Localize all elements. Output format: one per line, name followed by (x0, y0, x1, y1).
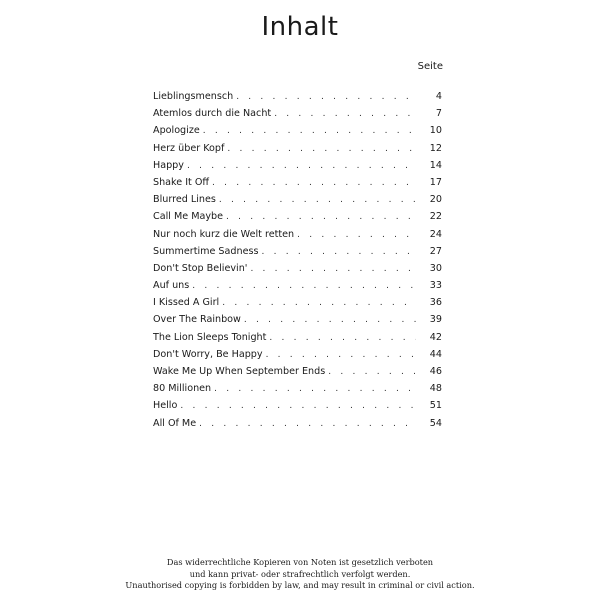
toc-row (153, 143, 442, 160)
toc-dot-leader (274, 109, 416, 119)
toc-entry-page: 30 (429, 262, 442, 274)
toc-entry-title: Call Me Maybe (153, 211, 224, 223)
toc-entry-page: 20 (429, 194, 442, 206)
toc-entry-title: Blurred Lines (153, 194, 216, 206)
toc-row (153, 125, 442, 142)
toc-dot-leader (199, 419, 416, 429)
toc-entry-page: 14 (429, 159, 442, 171)
toc-dot-leader (187, 161, 416, 171)
toc-entry-page: 39 (429, 314, 442, 326)
copyright-notice-line: Das widerrechtliche Kopieren von Noten ist gesetzlich verboten (166, 557, 434, 567)
toc-entry-title: I Kissed A Girl (153, 297, 220, 309)
toc-entry-title: Don't Stop Believin' (153, 262, 248, 274)
toc-row (153, 108, 442, 125)
toc-row (153, 91, 442, 108)
toc-row (153, 160, 442, 177)
toc-dot-leader (266, 350, 416, 360)
toc-dot-leader (219, 195, 416, 205)
toc-entry-title: Happy (153, 159, 184, 171)
toc-entry-page: 33 (429, 280, 442, 292)
toc-entry-title: Shake It Off (153, 176, 210, 188)
toc-entry-title: Apologize (153, 125, 200, 137)
toc-row (153, 280, 442, 297)
toc-entry-page: 27 (429, 245, 442, 257)
toc-dot-leader (226, 212, 416, 222)
toc-entry-page: 36 (429, 297, 442, 309)
copyright-notice-line: Unauthorised copying is forbidden by law, and may result in criminal or civil action. (125, 580, 475, 590)
toc-entry-title: Herz über Kopf (153, 142, 225, 154)
toc-entry-page: 7 (435, 108, 442, 120)
toc-entry-page: 24 (429, 228, 442, 240)
toc-row (153, 383, 442, 400)
page-column-label: Seite (417, 61, 443, 72)
toc-entry-title: Lieblingsmensch (153, 91, 234, 102)
toc-dot-leader (269, 333, 416, 343)
toc-row (153, 229, 442, 246)
toc-entry-title: Nur noch kurz die Welt retten (153, 228, 295, 240)
toc-row (153, 332, 442, 349)
toc-row (153, 177, 442, 194)
toc-row (153, 400, 442, 417)
toc-dot-leader (192, 281, 416, 291)
toc-dot-leader (236, 92, 416, 102)
toc-row (153, 314, 442, 331)
toc-entry-title: Atemlos durch die Nacht (153, 108, 272, 120)
toc-entry-title: 80 Millionen (153, 383, 212, 395)
toc-entry-page: 46 (429, 366, 442, 377)
toc-dot-leader (203, 126, 416, 136)
toc-dot-leader (250, 264, 416, 274)
toc-dot-leader (297, 230, 416, 240)
toc-entry-page: 44 (429, 348, 442, 360)
toc-dot-leader (222, 298, 416, 308)
toc-row (153, 246, 442, 263)
toc-entry-title: Wake Me Up When September Ends (153, 366, 326, 377)
toc-dot-leader (244, 315, 416, 325)
toc-dot-leader (328, 367, 416, 377)
toc-row (153, 366, 442, 383)
toc-entry-page: 48 (429, 383, 442, 395)
toc-entry-title: Over The Rainbow (153, 314, 241, 326)
toc-row (153, 297, 442, 314)
toc-entry-title: Hello (153, 400, 178, 412)
toc-entry-page: 10 (429, 125, 442, 137)
toc-dot-leader (180, 401, 416, 411)
toc-dot-leader (227, 144, 416, 154)
table-of-contents (153, 91, 442, 435)
toc-entry-page: 42 (429, 331, 442, 343)
toc-row (153, 211, 442, 228)
toc-dot-leader (214, 384, 416, 394)
toc-entry-page: 4 (435, 91, 442, 102)
toc-entry-title: All Of Me (153, 417, 197, 429)
toc-entry-title: Auf uns (153, 280, 190, 292)
toc-row (153, 349, 442, 366)
toc-entry-page: 17 (429, 176, 442, 188)
toc-row (153, 263, 442, 280)
toc-entry-page: 54 (429, 417, 442, 429)
copyright-notice-line: und kann privat- oder strafrechtlich verfolgt werden. (189, 568, 411, 579)
toc-dot-leader (212, 178, 416, 188)
page-title: Inhalt (261, 12, 339, 42)
toc-entry-page: 51 (429, 400, 442, 412)
copyright-notice (0, 557, 600, 592)
toc-row (153, 418, 442, 435)
toc-dot-leader (261, 247, 416, 257)
toc-entry-title: The Lion Sleeps Tonight (153, 331, 267, 343)
toc-entry-page: 22 (429, 211, 442, 223)
toc-entry-page: 12 (429, 142, 442, 154)
toc-entry-title: Summertime Sadness (153, 245, 259, 257)
toc-entry-title: Don't Worry, Be Happy (153, 348, 263, 360)
toc-row (153, 194, 442, 211)
